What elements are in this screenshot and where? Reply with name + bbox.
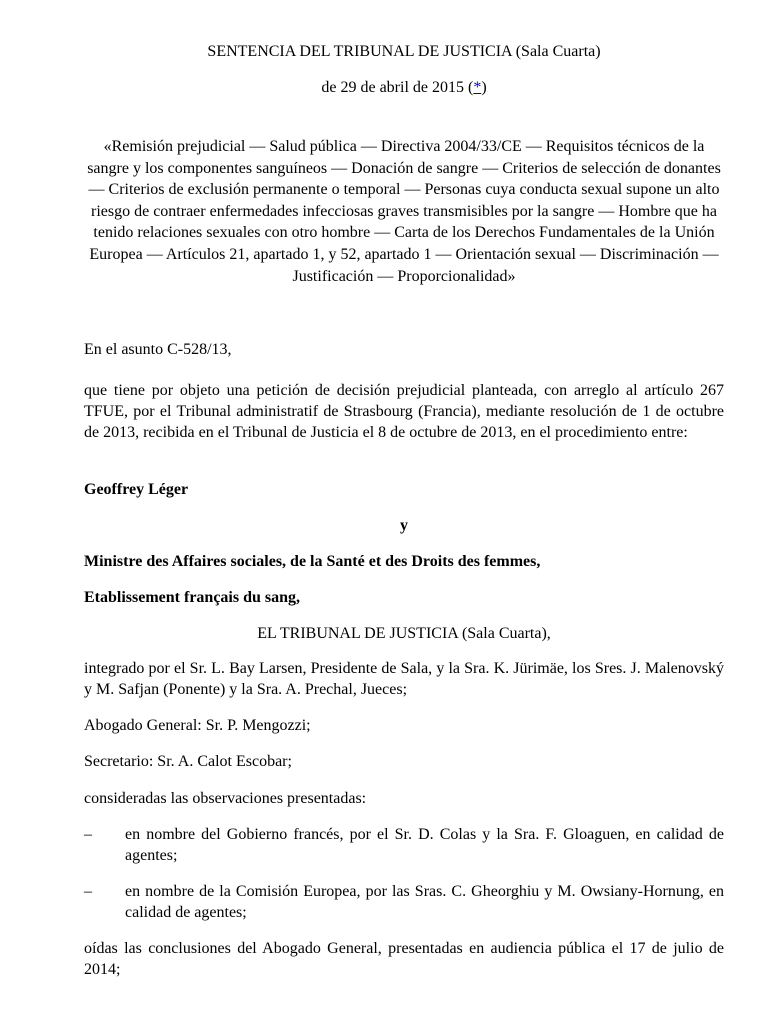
- dash-marker: –: [84, 883, 92, 900]
- date-suffix: ): [481, 79, 487, 96]
- court-composition: integrado por el Sr. L. Bay Larsen, Presidente de Sala, y la Sra. K. Jürimäe, los Sres. J. Malenovský y M. Safjan (Ponente) y la Sra. A. Prechal, Jueces;: [84, 660, 724, 698]
- party-defendant-efs: Etablissement français du sang,: [84, 589, 301, 606]
- registrar: Secretario: Sr. A. Calot Escobar;: [84, 753, 292, 770]
- observations-intro: consideradas las observaciones presentadas:: [84, 790, 367, 807]
- judgment-date: [84, 78, 724, 98]
- footnote-link[interactable]: *: [473, 79, 482, 96]
- dash-marker: –: [84, 826, 92, 843]
- advocate-general: Abogado General: Sr. P. Mengozzi;: [84, 717, 311, 734]
- conclusions: oídas las conclusiones del Abogado General, presentadas en audiencia pública el 17 de julio de 2014;: [84, 940, 724, 978]
- party-defendant-ministry: Ministre des Affaires sociales, de la Santé et des Droits des femmes,: [84, 553, 541, 570]
- date-text: de 29 de abril de 2015 (: [321, 79, 474, 96]
- party-conjunction: y: [400, 517, 408, 534]
- party-applicant: Geoffrey Léger: [84, 481, 189, 498]
- document-title: SENTENCIA DEL TRIBUNAL DE JUSTICIA (Sala Cuarta): [207, 43, 601, 60]
- court-name: EL TRIBUNAL DE JUSTICIA (Sala Cuarta),: [257, 625, 551, 642]
- case-object: que tiene por objeto una petición de decisión prejudicial planteada, con arreglo al artículo 267 TFUE, por el Tribunal administratif de Strasbourg (Francia), mediante resolución de 1 de octubre de 2013, recibida en el Tribunal de Justicia el 8 de octubre de 2013, en el procedimiento entre:: [84, 382, 724, 441]
- observation-text: en nombre de la Comisión Europea, por las Sras. C. Gheorghiu y M. Owsiany-Hornung, en calidad de agentes;: [125, 883, 724, 921]
- observation-text: en nombre del Gobierno francés, por el Sr. D. Colas y la Sra. F. Gloaguen, en calidad de agentes;: [125, 826, 724, 864]
- case-summary: «Remisión prejudicial — Salud pública — Directiva 2004/33/CE — Requisitos técnicos de la sangre y los componentes sanguíneos — Donación de sangre — Criterios de selección de donantes — Criterios de exclusión permanente o temporal — Personas cuya conducta sexual supone un alto riesgo de contraer enfermedades infecciosas graves transmisibles por la sangre — Hombre que ha tenido relaciones sexuales con otro hombre — Carta de los Derechos Fundamentales de la Unión Europea — Artículos 21, apartado 1, y 52, apartado 1 — Orientación sexual — Discriminación — Justificación — Proporcionalidad»: [87, 138, 721, 285]
- case-intro: En el asunto C-528/13,: [84, 341, 232, 358]
